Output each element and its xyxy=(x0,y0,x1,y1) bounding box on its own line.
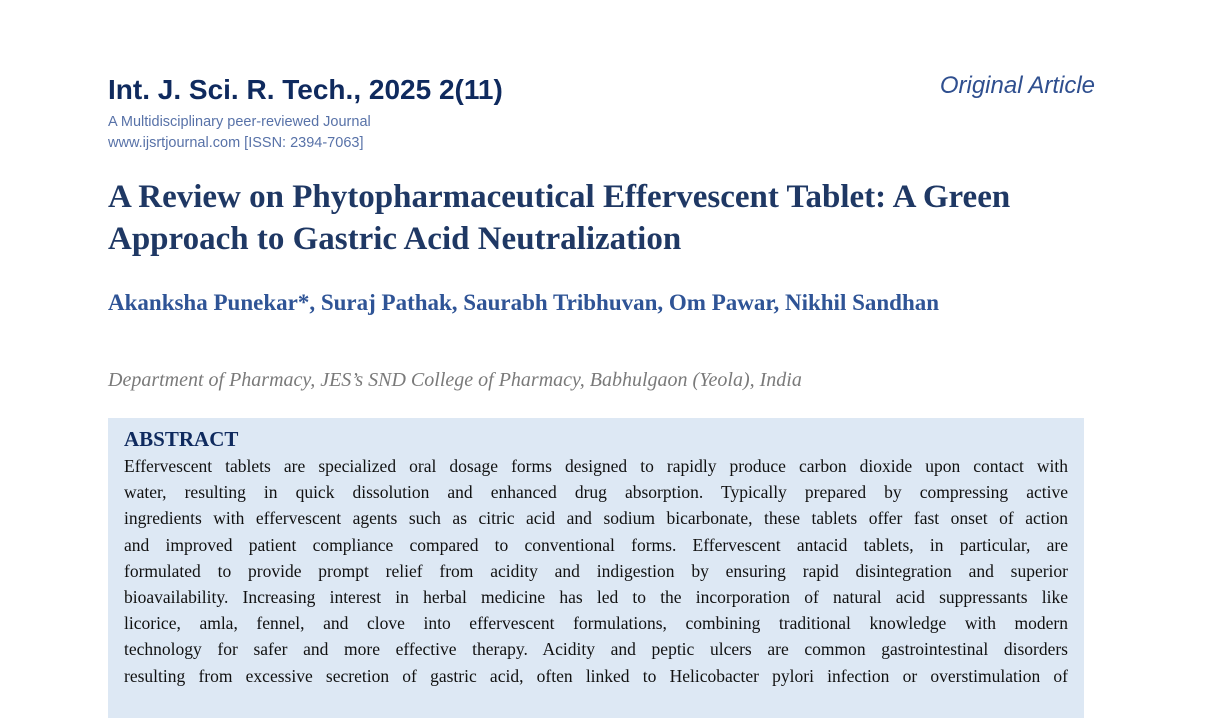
journal-citation: Int. J. Sci. R. Tech., 2025 2(11) xyxy=(108,74,503,105)
abstract-box xyxy=(108,418,1084,718)
paper-affiliation: Department of Pharmacy, JES’s SND College of Pharmacy, Babhulgaon (Yeola), India xyxy=(108,369,802,391)
article-type: Original Article xyxy=(939,72,1095,99)
journal-website-issn: www.ijsrtjournal.com [ISSN: 2394-7063] xyxy=(108,135,364,151)
abstract-line: and improved patient compliance compared to conventional forms. Effervescent antacid tablets, in particular, are xyxy=(124,534,1068,555)
abstract-line: ingredients with effervescent agents such as citric acid and sodium bicarbonate, these tablets offer fast onset of action xyxy=(124,508,1068,529)
abstract-line: bioavailability. Increasing interest in herbal medicine has led to the incorporation of natural acid suppressants like xyxy=(124,587,1068,608)
abstract-line: water, resulting in quick dissolution and enhanced drug absorption. Typically prepared by compressing active xyxy=(124,482,1068,503)
abstract-heading: ABSTRACT xyxy=(124,427,239,451)
paper-authors: Akanksha Punekar*, Suraj Pathak, Saurabh Tribhuvan, Om Pawar, Nikhil Sandhan xyxy=(108,290,940,315)
abstract-line: formulated to provide prompt relief from acidity and indigestion by ensuring rapid disintegration and superior xyxy=(124,560,1068,581)
journal-tagline: A Multidisciplinary peer-reviewed Journal xyxy=(108,114,371,130)
abstract-line: licorice, amla, fennel, and clove into effervescent formulations, combining traditional knowledge with modern xyxy=(124,613,1068,634)
abstract-line: technology for safer and more effective therapy. Acidity and peptic ulcers are common gastrointestinal disorders xyxy=(124,639,1068,660)
paper-title: A Review on Phytopharmaceutical Effervescent Tablet: A Green Approach to Gastric Acid Neutralization xyxy=(108,179,1011,257)
abstract-line: resulting from excessive secretion of gastric acid, often linked to Helicobacter pylori infection or overstimulation of xyxy=(124,665,1068,686)
abstract-line: Effervescent tablets are specialized oral dosage forms designed to rapidly produce carbon dioxide upon contact with xyxy=(124,456,1068,476)
abstract-body xyxy=(124,453,1068,689)
